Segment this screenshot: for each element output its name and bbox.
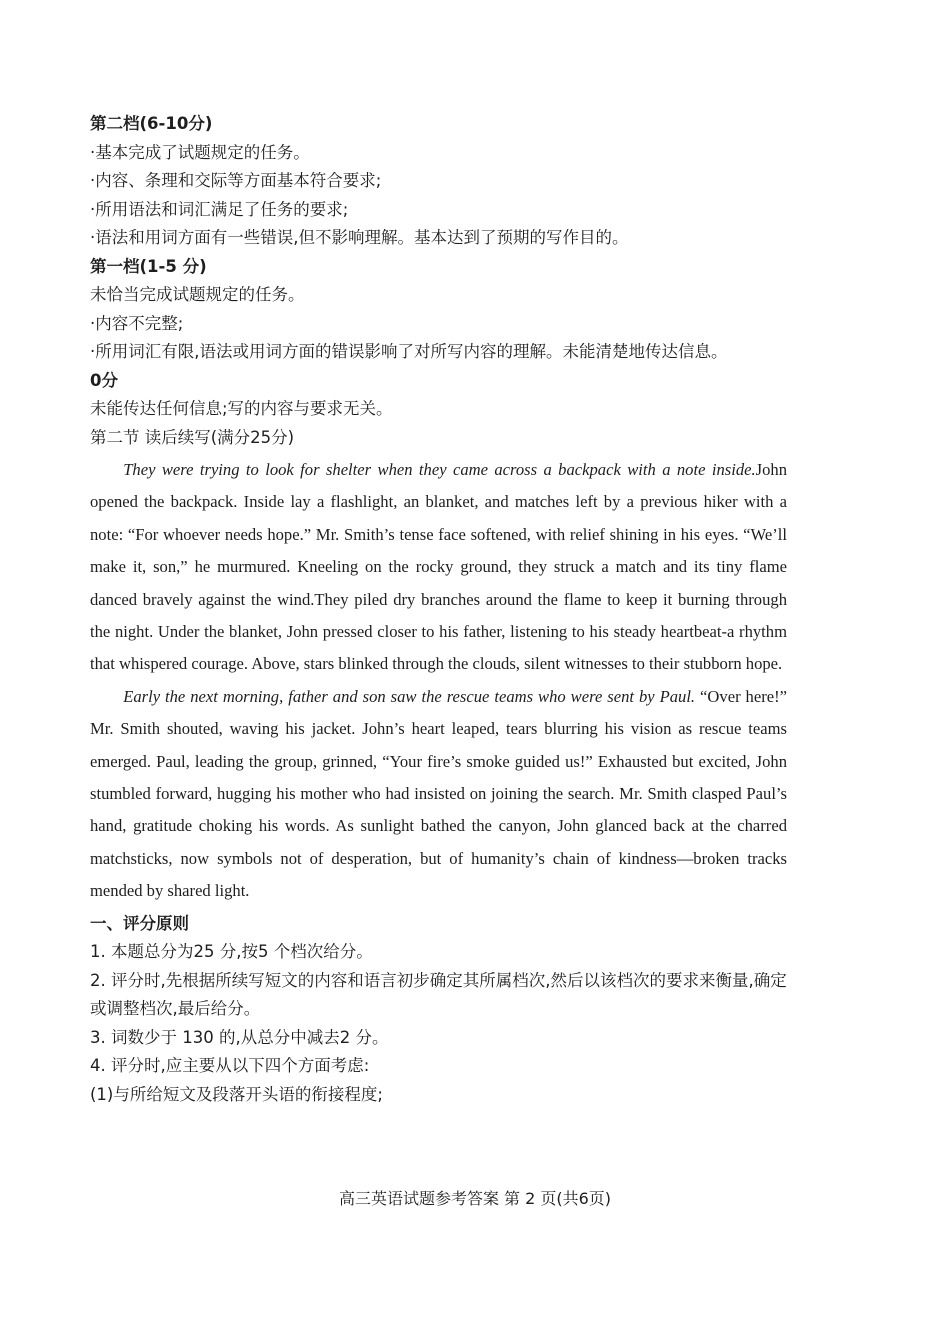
answer-key-page [90, 110, 787, 1109]
paragraph-1-body: John opened the backpack. Inside lay a flashlight, an blanket, and matches left by a previous hiker with a note: “For whoever needs hope.” Mr. Smith’s tense face softened, with relief shining in his eyes. “We’ll make it, son,” he murmured. Kneeling on the rocky ground, they struck a match and its tiny flame danced bravely against the wind.They piled dry branches around the flame to keep it burning through the night. Under the blanket, John pressed closer to his father, listening to his steady heartbeat-a rhythm that whispered courage. Above, stars blinked through the clouds, silent witnesses to their stubborn hope. [90, 460, 787, 674]
tier1-item: ·所用词汇有限,语法或用词方面的错误影响了对所写内容的理解。未能清楚地传达信息。 [90, 342, 728, 361]
section2-title: 第二节 读后续写(满分25分) [90, 427, 295, 447]
scoring-item: 2. 评分时,先根据所续写短文的内容和语言初步确定其所属档次,然后以该档次的要求来衡量,确定或调整档次,最后给分。 [90, 970, 787, 1019]
tier2-item: ·基本完成了试题规定的任务。 [90, 142, 310, 162]
tier2-heading: 第二档(6-10分) [90, 114, 213, 133]
tier2-item: ·语法和用词方面有一些错误,但不影响理解。基本达到了预期的写作目的。 [90, 228, 629, 247]
scoring-item: 4. 评分时,应主要从以下四个方面考虑: [90, 1056, 370, 1076]
scoring-item: 1. 本题总分为25 分,按5 个档次给分。 [90, 942, 373, 962]
scoring-item: (1)与所给短文及段落开头语的衔接程度; [90, 1084, 383, 1104]
tier1-item: ·内容不完整; [90, 313, 184, 333]
tier0-heading: 0分 [90, 370, 118, 390]
sample-paragraph-2 [90, 681, 787, 908]
scoring-heading: 一、评分原则 [90, 913, 189, 933]
tier1-intro: 未恰当完成试题规定的任务。 [90, 285, 305, 304]
paragraph-2-body: “Over here!” Mr. Smith shouted, waving his jacket. John’s heart leaped, tears blurring his vision as rescue teams emerged. Paul, leading the group, grinned, “Your fire’s smoke guided us!” Exhausted but excited, John stumbled forward, hugging his mother who had insisted on joining the search. Mr. Smith clasped Paul’s hand, gratitude choking his words. As sunlight bathed the canyon, John glanced back at the charred matchsticks, now symbols not of desperation, but of humanity’s chain of kindness—broken tracks mended by shared light. [90, 686, 788, 901]
tier2-item: ·内容、条理和交际等方面基本符合要求; [90, 171, 382, 190]
sample-paragraph-1 [90, 454, 787, 681]
paragraph-2-lead: Early the next morning, father and son saw the rescue teams who were sent by Paul. [123, 686, 696, 706]
tier2-item: ·所用语法和词汇满足了任务的要求; [90, 199, 349, 219]
tier0-text: 未能传达任何信息;写的内容与要求无关。 [90, 399, 393, 418]
tier1-heading: 第一档(1-5 分) [90, 256, 207, 276]
page-footer: 高三英语试题参考答案 第 2 页(共6页) [338, 1189, 612, 1208]
scoring-item: 3. 词数少于 130 的,从总分中减去2 分。 [90, 1027, 389, 1047]
paragraph-1-lead: They were trying to look for shelter when they came across a backpack with a note inside. [123, 460, 756, 479]
